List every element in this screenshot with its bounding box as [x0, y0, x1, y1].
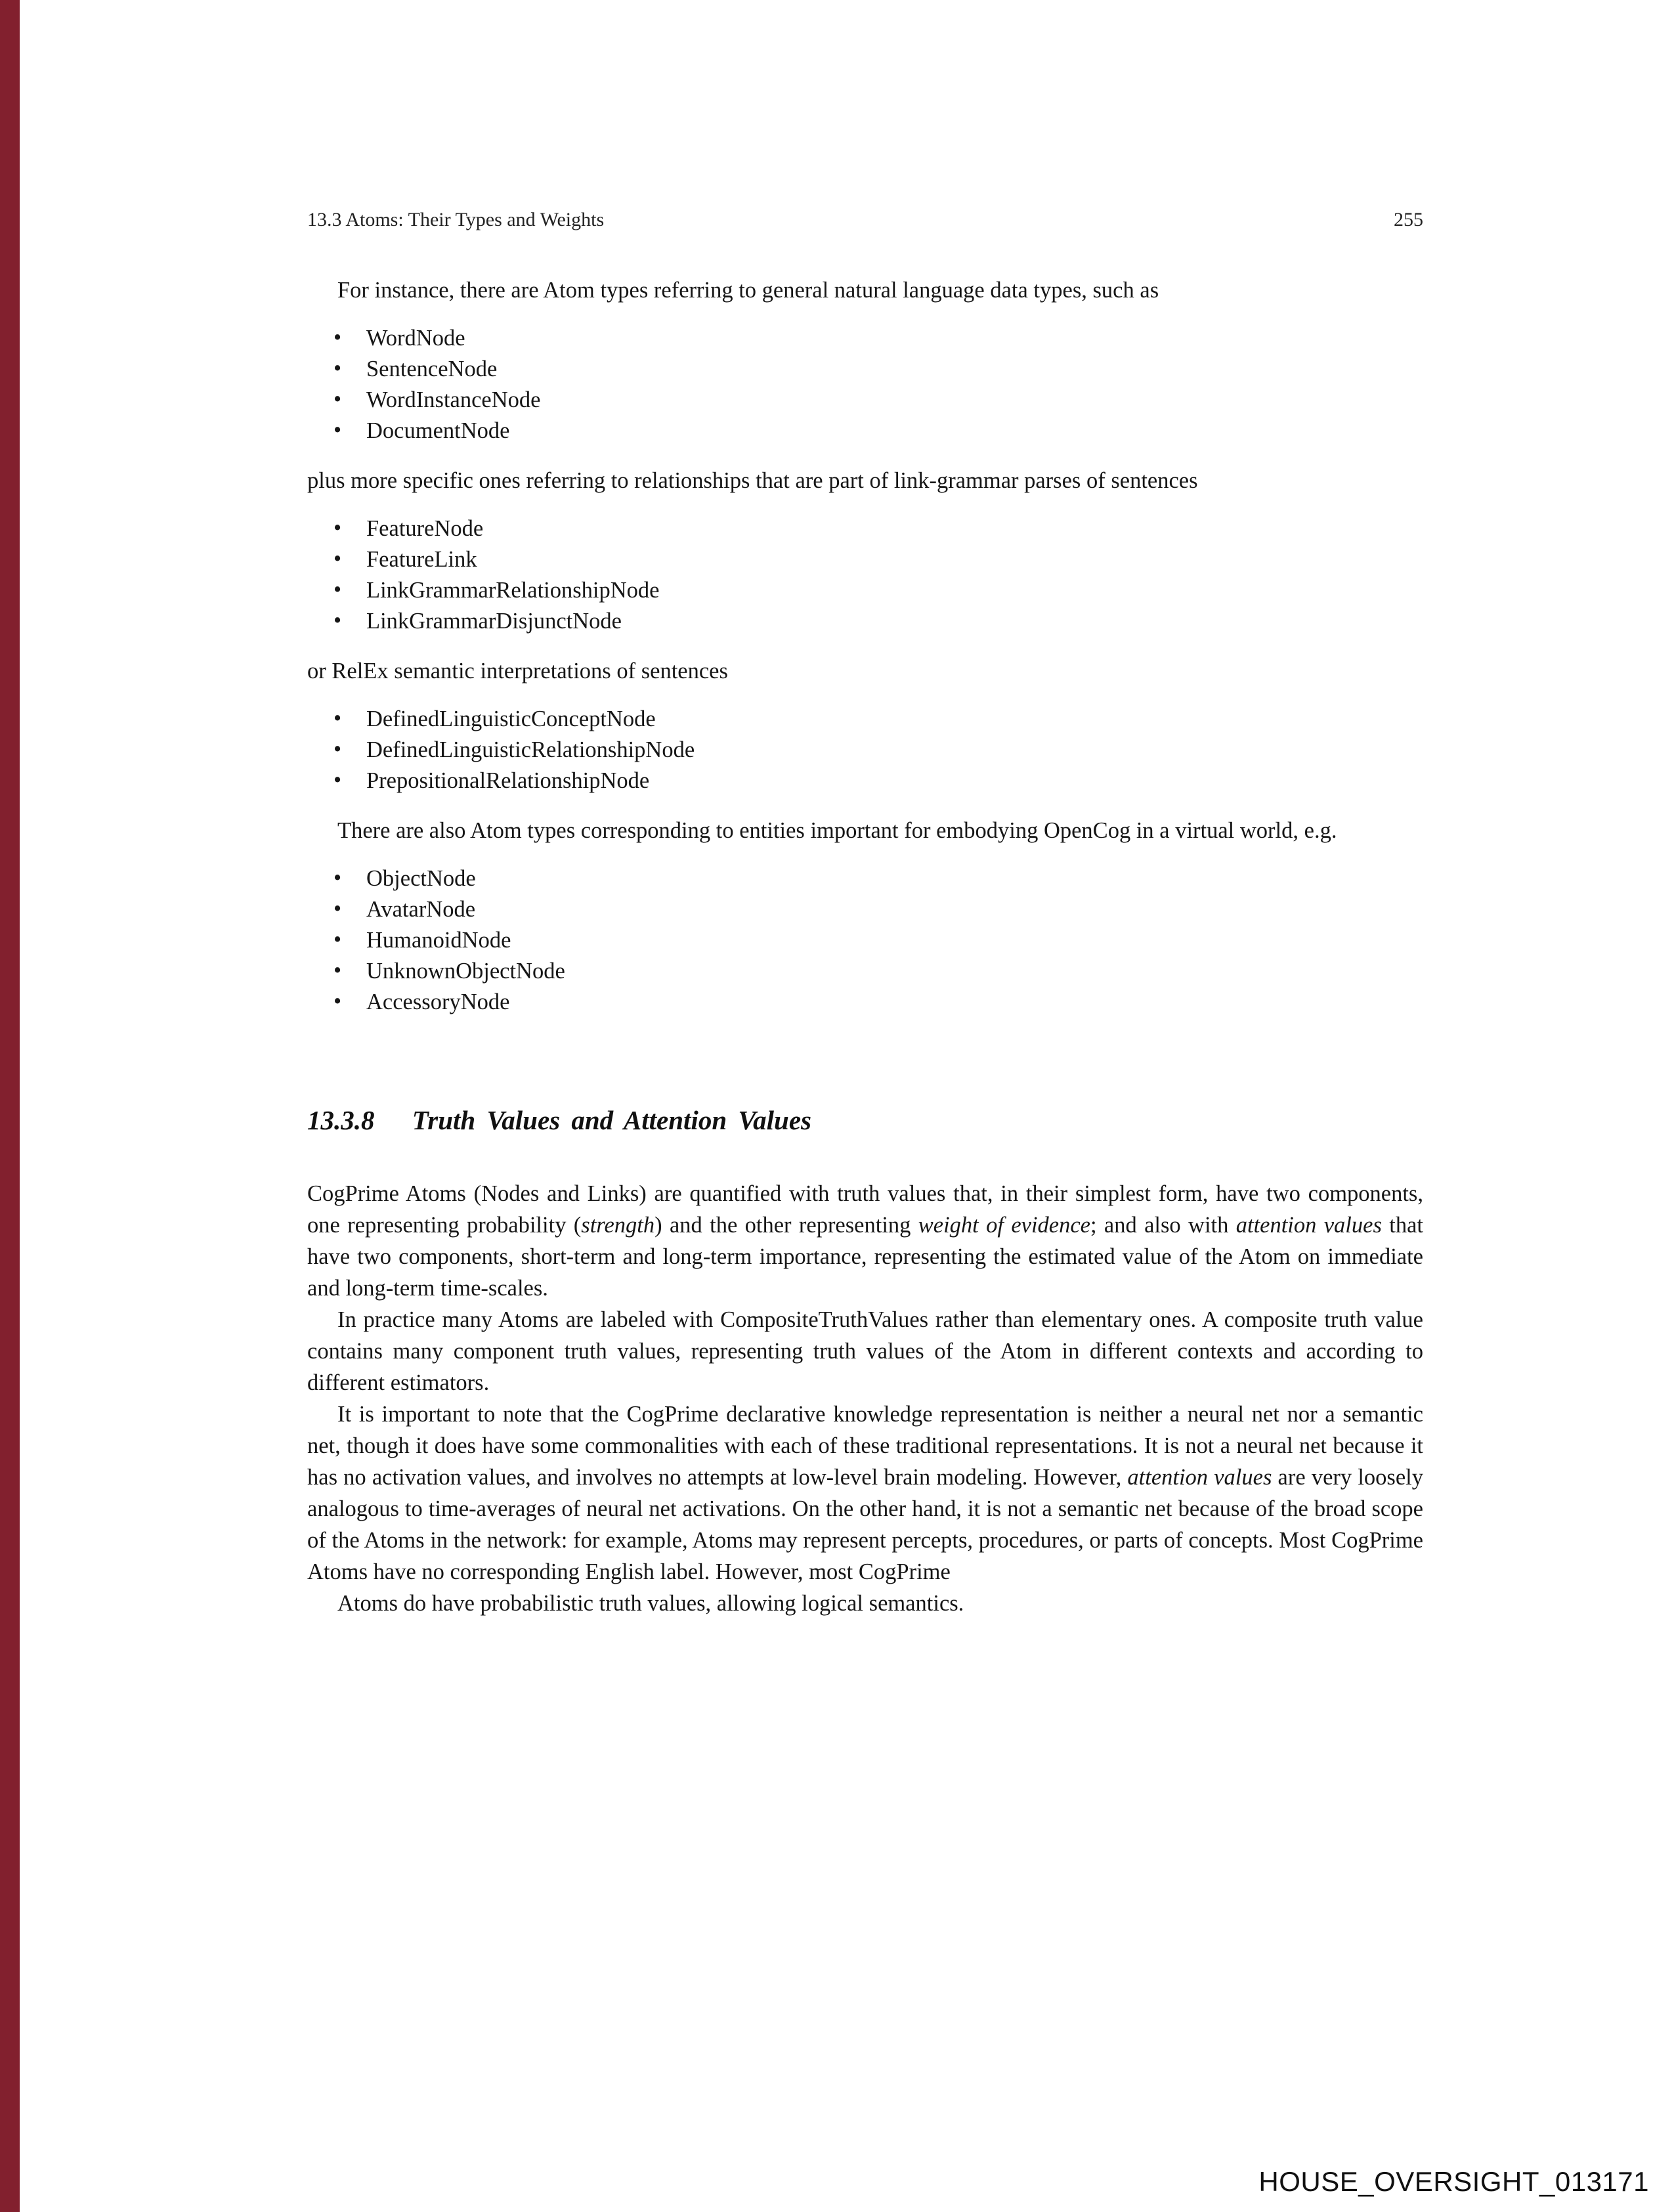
text-run: CogPrime Atoms (Nodes and Links) are quantified with truth values that, in their simplest form, have two components, one representing probability (	[307, 1181, 1423, 1238]
list-item: • LinkGrammarDisjunctNode	[333, 606, 1423, 637]
list-item: • SentenceNode	[333, 354, 1423, 385]
bullet-list-nl-types	[307, 323, 1423, 446]
subsection-heading	[307, 1104, 1423, 1136]
bates-stamp: HOUSE_OVERSIGHT_013171	[1258, 2166, 1649, 2197]
running-header	[307, 209, 1423, 231]
bullet-list-linkgrammar	[307, 513, 1423, 637]
bullet-list-embodiment	[307, 863, 1423, 1018]
text-run: are very loosely analogous to time-averages of neural net activations. On the other hand, it is not a semantic net because of the broad scope of the Atoms in the network: for example, Atoms may represent percepts, procedures, or parts of concepts. Most CogPrime Atoms have no corresponding English label. However, most CogPrime	[307, 1465, 1423, 1584]
list-item: • UnknownObjectNode	[333, 956, 1423, 987]
subsection-number: 13.3.8	[307, 1105, 375, 1135]
text-run: For instance, there are Atom types referring to general natural language data types, such as	[337, 278, 1159, 303]
paragraph-truth-values-4	[307, 1588, 1423, 1619]
text-run: It is important to note that the CogPrime declarative knowledge representation is neither a neural net nor a semantic net, though it does have some commonalities with each of these traditional representations. It is not a neural net because it has no activation values, and involves no attempts at low-level brain modeling. However,	[307, 1402, 1423, 1490]
text-run: Atoms do have probabilistic truth values, allowing logical semantics.	[337, 1591, 964, 1616]
paragraph-truth-values-1	[307, 1178, 1423, 1304]
text-run: or RelEx semantic interpretations of sentences	[307, 659, 728, 683]
paragraph-embodiment	[307, 815, 1423, 846]
list-item: • HumanoidNode	[333, 925, 1423, 956]
text-run: ; and also with	[1090, 1213, 1236, 1238]
bullet-list-relex	[307, 704, 1423, 796]
list-item: • PrepositionalRelationshipNode	[333, 766, 1423, 796]
list-item: • ObjectNode	[333, 863, 1423, 894]
list-item: • DefinedLinguisticRelationshipNode	[333, 735, 1423, 766]
left-margin-band	[0, 0, 20, 2212]
italic-text: attention values	[1235, 1213, 1382, 1238]
list-item: • FeatureLink	[333, 544, 1423, 575]
list-item: • WordInstanceNode	[333, 385, 1423, 416]
list-item: • DocumentNode	[333, 416, 1423, 446]
text-run: There are also Atom types corresponding to entities important for embodying OpenCog in a virtual world, e.g.	[337, 818, 1337, 843]
paragraph-truth-values-2	[307, 1304, 1423, 1399]
page-number: 255	[1394, 209, 1423, 230]
paragraph-linkgrammar	[307, 465, 1423, 496]
list-item: • FeatureNode	[333, 513, 1423, 544]
list-item: • LinkGrammarRelationshipNode	[333, 575, 1423, 606]
text-run: plus more specific ones referring to relationships that are part of link-grammar parses of sentences	[307, 468, 1198, 493]
list-item: • AvatarNode	[333, 894, 1423, 925]
text-run: ) and the other representing	[655, 1213, 918, 1238]
subsection-title: Truth Values and Attention Values	[412, 1105, 812, 1135]
italic-text: attention values	[1127, 1465, 1272, 1490]
running-header-title: 13.3 Atoms: Their Types and Weights	[307, 209, 605, 230]
italic-text: weight of evidence	[918, 1213, 1090, 1238]
paragraph-relex	[307, 655, 1423, 687]
italic-text: strength	[581, 1213, 655, 1238]
list-item: • WordNode	[333, 323, 1423, 354]
paragraph-intro	[307, 274, 1423, 306]
page-content	[307, 209, 1423, 1619]
text-run: that have two components, short-term and long-term importance, representing the estimated value of the Atom on immediate and long-term time-scales.	[307, 1213, 1423, 1301]
list-item: • AccessoryNode	[333, 987, 1423, 1018]
text-run: In practice many Atoms are labeled with CompositeTruthValues rather than elementary ones. A composite truth value contains many component truth values, representing truth values of the Atom in different contexts and according to different estimators.	[307, 1307, 1423, 1395]
list-item: • DefinedLinguisticConceptNode	[333, 704, 1423, 735]
paragraph-truth-values-3	[307, 1399, 1423, 1588]
